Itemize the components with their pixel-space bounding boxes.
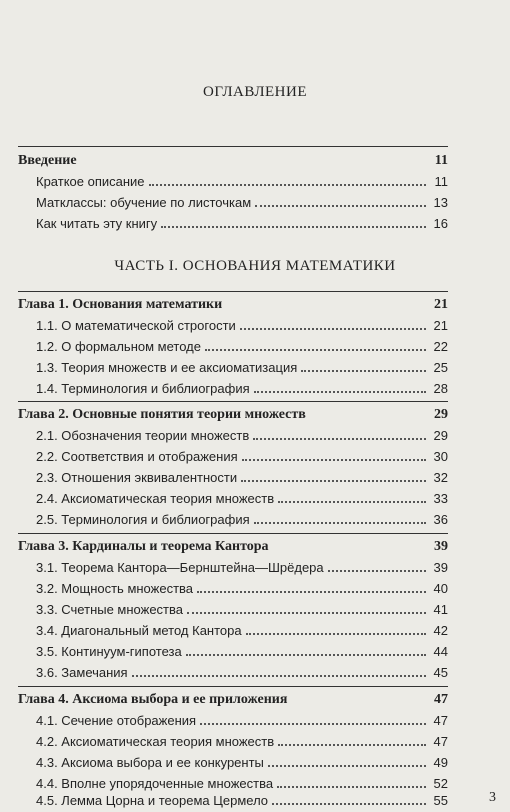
section-rule (18, 401, 448, 402)
toc-entry-page: 49 (433, 755, 448, 770)
leader-dots (240, 328, 426, 330)
leader-dots (161, 226, 426, 228)
leader-dots (246, 633, 426, 635)
chapter-heading[interactable] (18, 294, 448, 314)
toc-entry-page: 39 (433, 560, 448, 575)
toc-entry-page: 41 (433, 602, 448, 617)
chapter-heading[interactable] (18, 689, 448, 709)
toc-entry-page: 47 (433, 713, 448, 728)
toc-entry-page: 30 (433, 449, 448, 464)
toc-entry-label: 3.1. Теорема Кантора—Бернштейна—Шрёдера (36, 560, 324, 575)
toc-entry-label: 3.3. Счетные множества (36, 602, 183, 617)
leader-dots (205, 349, 426, 351)
toc-entry-page: 29 (433, 428, 448, 443)
section-rule (18, 291, 448, 292)
toc-entry[interactable] (36, 315, 448, 335)
chapter-heading[interactable] (18, 536, 448, 556)
toc-entry-label: 4.4. Вполне упорядоченные множества (36, 776, 274, 791)
leader-dots (328, 570, 426, 572)
chapter-page: 47 (434, 692, 448, 707)
toc-entry-label: 3.6. Замечания (36, 665, 128, 680)
toc-entry[interactable] (36, 731, 448, 751)
leader-dots (278, 744, 426, 746)
toc-entry-page: 22 (433, 339, 448, 354)
intro-title: Введение (18, 153, 77, 168)
toc-entry-label: 3.4. Диагональный метод Кантора (36, 623, 242, 638)
toc-entry-page: 47 (433, 734, 448, 749)
section-rule (18, 146, 448, 147)
chapter-title: Глава 4. Аксиома выбора и ее приложения (18, 692, 288, 707)
toc-entry[interactable] (36, 641, 448, 661)
leader-dots (254, 522, 426, 524)
toc-entry[interactable] (36, 378, 448, 398)
leader-dots (197, 591, 426, 593)
toc-entry-page: 52 (433, 776, 448, 791)
toc-entry-page: 11 (434, 174, 448, 189)
part-title: ЧАСТЬ I. ОСНОВАНИЯ МАТЕМАТИКИ (114, 258, 396, 274)
toc-entry-label: 4.3. Аксиома выбора и ее конкуренты (36, 755, 264, 770)
toc-entry-label: 2.4. Аксиоматическая теория множеств (36, 491, 275, 506)
leader-dots (187, 612, 426, 614)
toc-entry-label: Краткое описание (36, 174, 145, 189)
toc-entry[interactable] (36, 752, 448, 772)
leader-dots (200, 723, 426, 725)
toc-entry-page: 33 (433, 491, 448, 506)
toc-entry-page: 28 (433, 381, 448, 396)
toc-entry-label: 1.3. Теория множеств и ее аксиоматизация (36, 360, 298, 375)
chapter-title: Глава 3. Кардиналы и теорема Кантора (18, 539, 269, 554)
toc-entry[interactable] (36, 710, 448, 730)
toc-entry[interactable] (36, 773, 448, 793)
section-rule (18, 686, 448, 687)
toc-entry-page: 36 (433, 512, 448, 527)
leader-dots (254, 391, 426, 393)
toc-entry-page: 42 (433, 623, 448, 638)
toc-entry[interactable] (36, 171, 448, 191)
toc-entry[interactable] (36, 192, 448, 212)
toc-entry-label: Матклассы: обучение по листочкам (36, 195, 252, 210)
toc-entry-label: 4.5. Лемма Цорна и теорема Цермело (36, 793, 269, 808)
chapter-heading[interactable] (18, 404, 448, 424)
page-number: 3 (489, 790, 496, 805)
toc-entry[interactable] (36, 578, 448, 598)
toc-entry[interactable] (36, 213, 448, 233)
toc-entry-page: 13 (433, 195, 448, 210)
leader-dots (253, 438, 426, 440)
toc-entry-page: 44 (433, 644, 448, 659)
toc-entry-label: 1.4. Терминология и библиография (36, 381, 250, 396)
leader-dots (242, 459, 426, 461)
toc-entry-label: 2.5. Терминология и библиография (36, 512, 250, 527)
chapter-title: Глава 1. Основания математики (18, 297, 223, 312)
section-rule (18, 533, 448, 534)
toc-entry-label: 2.3. Отношения эквивалентности (36, 470, 238, 485)
toc-entry-label: 4.2. Аксиоматическая теория множеств (36, 734, 275, 749)
toc-entry-page: 45 (433, 665, 448, 680)
leader-dots (255, 205, 426, 207)
leader-dots (272, 803, 426, 805)
chapter-page: 29 (434, 407, 448, 422)
toc-entry[interactable] (36, 336, 448, 356)
leader-dots (268, 765, 426, 767)
toc-entry[interactable] (36, 792, 448, 810)
toc-entry-label: 3.5. Континуум-гипотеза (36, 644, 182, 659)
leader-dots (241, 480, 426, 482)
toc-entry-page: 32 (433, 470, 448, 485)
toc-entry-page: 21 (433, 318, 448, 333)
toc-entry[interactable] (36, 620, 448, 640)
toc-entry-page: 55 (433, 793, 448, 808)
chapter-page: 21 (434, 297, 448, 312)
toc-entry-label: 1.2. О формальном методе (36, 339, 201, 354)
toc-entry-label: 2.2. Соответствия и отображения (36, 449, 238, 464)
toc-entry[interactable] (36, 599, 448, 619)
leader-dots (301, 370, 426, 372)
leader-dots (277, 786, 426, 788)
toc-entry-page: 16 (433, 216, 448, 231)
intro-heading[interactable] (18, 150, 448, 170)
toc-entry[interactable] (36, 467, 448, 487)
leader-dots (149, 184, 426, 186)
toc-entry-page: 40 (433, 581, 448, 596)
toc-entry-page: 25 (433, 360, 448, 375)
leader-dots (186, 654, 426, 656)
toc-entry-label: 4.1. Сечение отображения (36, 713, 197, 728)
toc-entry[interactable] (36, 446, 448, 466)
leader-dots (132, 675, 426, 677)
toc-entry[interactable] (36, 488, 448, 508)
toc-entry[interactable] (36, 425, 448, 445)
toc-entry[interactable] (36, 662, 448, 682)
intro-page: 11 (434, 153, 448, 168)
toc-entry[interactable] (36, 509, 448, 529)
toc-entry[interactable] (36, 357, 448, 377)
leader-dots (278, 501, 426, 503)
toc-entry[interactable] (36, 557, 448, 577)
toc-entry-label: 3.2. Мощность множества (36, 581, 194, 596)
page-title: ОГЛАВЛЕНИЕ (203, 84, 307, 100)
toc-entry-label: 1.1. О математической строгости (36, 318, 236, 333)
toc-entry-label: Как читать эту книгу (36, 216, 158, 231)
chapter-title: Глава 2. Основные понятия теории множеств (18, 407, 306, 422)
chapter-page: 39 (434, 539, 448, 554)
toc-entry-label: 2.1. Обозначения теории множеств (36, 428, 250, 443)
